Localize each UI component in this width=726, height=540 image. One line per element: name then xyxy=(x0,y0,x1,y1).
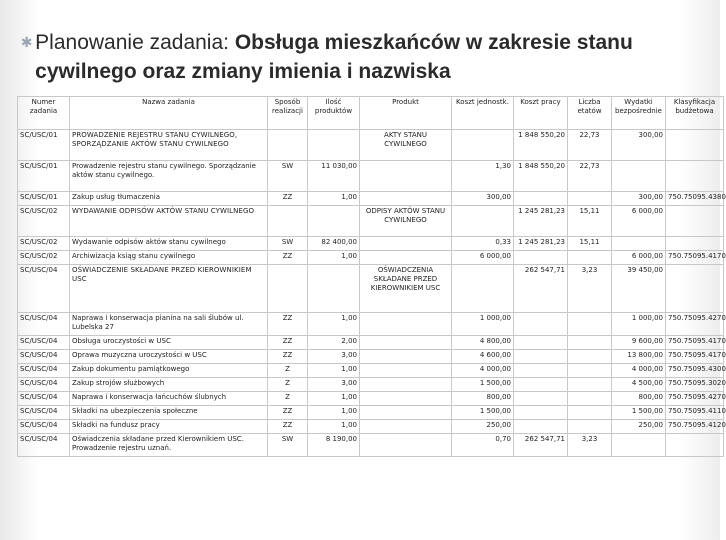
cell-wydatki: 800,00 xyxy=(612,392,666,406)
cell-sposob: SW xyxy=(268,237,308,251)
cell-produkt xyxy=(360,364,452,378)
cell-numer: SC/USC/04 xyxy=(18,350,70,364)
cell-ilosc: 1,00 xyxy=(308,392,360,406)
cell-nazwa: Zakup dokumentu pamiątkowego xyxy=(70,364,268,378)
table-row xyxy=(18,406,724,420)
header-wydatki: Wydatki bezpośrednie xyxy=(612,97,666,130)
cell-sposob: SW xyxy=(268,161,308,192)
cell-ilosc xyxy=(308,206,360,237)
cell-etaty: 22,73 xyxy=(568,161,612,192)
cell-koszt-jednostk: 1 500,00 xyxy=(452,406,514,420)
cell-sposob: ZZ xyxy=(268,313,308,336)
cell-klasyfikacja: 750.75095.4170 xyxy=(666,350,724,364)
table-row xyxy=(18,251,724,265)
table-row xyxy=(18,313,724,336)
cell-nazwa: Obsługa uroczystości w USC xyxy=(70,336,268,350)
cell-klasyfikacja: 750.75095.4170 xyxy=(666,251,724,265)
header-liczba-etatow: Liczba etatów xyxy=(568,97,612,130)
cell-ilosc: 82 400,00 xyxy=(308,237,360,251)
cell-numer: SC/USC/02 xyxy=(18,251,70,265)
header-produkt: Produkt xyxy=(360,97,452,130)
cell-numer: SC/USC/04 xyxy=(18,378,70,392)
cell-ilosc: 1,00 xyxy=(308,251,360,265)
cell-ilosc: 8 190,00 xyxy=(308,434,360,457)
cell-etaty xyxy=(568,350,612,364)
cell-koszt-pracy xyxy=(514,420,568,434)
table-row xyxy=(18,130,724,161)
cell-klasyfikacja xyxy=(666,206,724,237)
cell-produkt xyxy=(360,161,452,192)
cell-koszt-jednostk xyxy=(452,265,514,313)
header-ilosc: Ilość produktów xyxy=(308,97,360,130)
task-plan-table xyxy=(17,96,724,457)
cell-nazwa: WYDAWANIE ODPISÓW AKTÓW STANU CYWILNEGO xyxy=(70,206,268,237)
cell-koszt-jednostk: 6 000,00 xyxy=(452,251,514,265)
cell-sposob xyxy=(268,265,308,313)
table-header-row xyxy=(18,97,724,130)
cell-nazwa: Oprawa muzyczna uroczystości w USC xyxy=(70,350,268,364)
cell-ilosc: 3,00 xyxy=(308,350,360,364)
cell-etaty xyxy=(568,406,612,420)
table-row xyxy=(18,434,724,457)
cell-produkt xyxy=(360,378,452,392)
table-row xyxy=(18,392,724,406)
cell-koszt-jednostk: 4 800,00 xyxy=(452,336,514,350)
cell-koszt-pracy xyxy=(514,350,568,364)
cell-koszt-jednostk: 1 000,00 xyxy=(452,313,514,336)
cell-nazwa: Naprawa i konserwacja pianina na sali ślubów ul. Lubelska 27 xyxy=(70,313,268,336)
cell-wydatki: 13 800,00 xyxy=(612,350,666,364)
cell-produkt: AKTY STANU CYWILNEGO xyxy=(360,130,452,161)
cell-produkt xyxy=(360,251,452,265)
cell-numer: SC/USC/02 xyxy=(18,237,70,251)
cell-wydatki xyxy=(612,434,666,457)
cell-klasyfikacja xyxy=(666,434,724,457)
cell-produkt xyxy=(360,237,452,251)
title-text xyxy=(35,28,708,86)
cell-numer: SC/USC/01 xyxy=(18,130,70,161)
cell-koszt-jednostk: 1 500,00 xyxy=(452,378,514,392)
cell-sposob: SW xyxy=(268,434,308,457)
cell-klasyfikacja: 750.75095.4270 xyxy=(666,392,724,406)
cell-wydatki: 4 500,00 xyxy=(612,378,666,392)
cell-numer: SC/USC/04 xyxy=(18,420,70,434)
cell-etaty xyxy=(568,378,612,392)
cell-etaty: 3,23 xyxy=(568,434,612,457)
cell-nazwa: Zakup strojów służbowych xyxy=(70,378,268,392)
cell-wydatki: 4 000,00 xyxy=(612,364,666,378)
cell-wydatki xyxy=(612,237,666,251)
cell-ilosc: 1,00 xyxy=(308,420,360,434)
cell-koszt-pracy xyxy=(514,336,568,350)
cell-ilosc: 1,00 xyxy=(308,192,360,206)
bullet-star-icon: ✱ xyxy=(20,34,33,50)
cell-klasyfikacja: 750.75095.4120 xyxy=(666,420,724,434)
cell-klasyfikacja: 750.75095.4300 xyxy=(666,364,724,378)
cell-ilosc xyxy=(308,265,360,313)
table-row xyxy=(18,336,724,350)
cell-nazwa: Naprawa i konserwacja łańcuchów ślubnych xyxy=(70,392,268,406)
cell-koszt-pracy: 1 245 281,23 xyxy=(514,206,568,237)
cell-wydatki: 300,00 xyxy=(612,192,666,206)
cell-ilosc: 3,00 xyxy=(308,378,360,392)
cell-sposob: Z xyxy=(268,378,308,392)
cell-nazwa: Zakup usług tłumaczenia xyxy=(70,192,268,206)
cell-etaty: 22,73 xyxy=(568,130,612,161)
cell-sposob: ZZ xyxy=(268,251,308,265)
cell-wydatki: 300,00 xyxy=(612,130,666,161)
cell-koszt-pracy xyxy=(514,406,568,420)
cell-ilosc: 2,00 xyxy=(308,336,360,350)
cell-numer: SC/USC/04 xyxy=(18,364,70,378)
cell-koszt-jednostk: 0,33 xyxy=(452,237,514,251)
cell-etaty: 3,23 xyxy=(568,265,612,313)
cell-klasyfikacja: 750.75095.4110 xyxy=(666,406,724,420)
cell-koszt-jednostk: 1,30 xyxy=(452,161,514,192)
cell-produkt xyxy=(360,350,452,364)
cell-ilosc: 1,00 xyxy=(308,313,360,336)
cell-produkt: OŚWIADCZENIA SKŁADANE PRZED KIEROWNIKIEM USC xyxy=(360,265,452,313)
cell-koszt-jednostk: 300,00 xyxy=(452,192,514,206)
cell-koszt-pracy: 262 547,71 xyxy=(514,265,568,313)
header-koszt-jednostk: Koszt jednostk. xyxy=(452,97,514,130)
cell-wydatki: 250,00 xyxy=(612,420,666,434)
cell-produkt xyxy=(360,420,452,434)
cell-etaty xyxy=(568,336,612,350)
cell-koszt-pracy xyxy=(514,392,568,406)
cell-produkt xyxy=(360,434,452,457)
cell-sposob: ZZ xyxy=(268,192,308,206)
cell-nazwa: Wydawanie odpisów aktów stanu cywilnego xyxy=(70,237,268,251)
table-row xyxy=(18,350,724,364)
cell-etaty xyxy=(568,420,612,434)
cell-numer: SC/USC/02 xyxy=(18,206,70,237)
cell-koszt-pracy xyxy=(514,192,568,206)
table-row xyxy=(18,237,724,251)
cell-koszt-pracy: 262 547,71 xyxy=(514,434,568,457)
cell-ilosc: 1,00 xyxy=(308,364,360,378)
table-row xyxy=(18,420,724,434)
cell-nazwa: PROWADZENIE REJESTRU STANU CYWILNEGO, SPORZĄDZANIE AKTÓW STANU CYWILNEGO xyxy=(70,130,268,161)
cell-nazwa: Składki na ubezpieczenia społeczne xyxy=(70,406,268,420)
cell-koszt-pracy: 1 848 550,20 xyxy=(514,130,568,161)
header-klasyfikacja: Klasyfikacja budżetowa xyxy=(666,97,724,130)
cell-nazwa: Prowadzenie rejestru stanu cywilnego. Sporządzanie aktów stanu cywilnego. xyxy=(70,161,268,192)
cell-sposob: Z xyxy=(268,364,308,378)
cell-etaty: 15,11 xyxy=(568,237,612,251)
cell-etaty xyxy=(568,364,612,378)
cell-klasyfikacja: 750.75095.4170 xyxy=(666,336,724,350)
cell-etaty xyxy=(568,392,612,406)
cell-wydatki: 9 600,00 xyxy=(612,336,666,350)
cell-koszt-jednostk: 800,00 xyxy=(452,392,514,406)
cell-koszt-pracy xyxy=(514,378,568,392)
cell-koszt-jednostk: 4 600,00 xyxy=(452,350,514,364)
cell-klasyfikacja: 750.75095.3020 xyxy=(666,378,724,392)
cell-nazwa: Oświadczenia składane przed Kierownikiem USC. Prowadzenie rejestru uznań. xyxy=(70,434,268,457)
cell-wydatki: 6 000,00 xyxy=(612,206,666,237)
cell-wydatki: 1 000,00 xyxy=(612,313,666,336)
cell-koszt-pracy xyxy=(514,313,568,336)
table-row xyxy=(18,192,724,206)
cell-sposob: ZZ xyxy=(268,406,308,420)
cell-wydatki: 39 450,00 xyxy=(612,265,666,313)
cell-klasyfikacja: 750.75095.4270 xyxy=(666,313,724,336)
cell-sposob: ZZ xyxy=(268,336,308,350)
cell-numer: SC/USC/04 xyxy=(18,313,70,336)
cell-etaty: 15,11 xyxy=(568,206,612,237)
title-task-name: Obsługa mieszkańców w zakresie stanu cywilnego oraz zmiany imienia i nazwiska xyxy=(35,31,633,83)
title-prefix: Planowanie zadania: xyxy=(35,31,235,54)
table-row xyxy=(18,206,724,237)
cell-wydatki: 1 500,00 xyxy=(612,406,666,420)
cell-produkt xyxy=(360,336,452,350)
cell-numer: SC/USC/01 xyxy=(18,192,70,206)
table-row xyxy=(18,265,724,313)
cell-numer: SC/USC/01 xyxy=(18,161,70,192)
cell-produkt xyxy=(360,406,452,420)
header-sposob: Sposób realizacji xyxy=(268,97,308,130)
cell-sposob: Z xyxy=(268,392,308,406)
cell-koszt-pracy: 1 848 550,20 xyxy=(514,161,568,192)
cell-sposob: ZZ xyxy=(268,420,308,434)
cell-produkt xyxy=(360,392,452,406)
header-nazwa: Nazwa zadania xyxy=(70,97,268,130)
cell-sposob xyxy=(268,206,308,237)
cell-nazwa: Składki na fundusz pracy xyxy=(70,420,268,434)
cell-numer: SC/USC/04 xyxy=(18,336,70,350)
cell-produkt xyxy=(360,313,452,336)
cell-ilosc xyxy=(308,130,360,161)
cell-nazwa: Archiwizacja ksiąg stanu cywilnego xyxy=(70,251,268,265)
cell-etaty xyxy=(568,192,612,206)
cell-koszt-jednostk: 0,70 xyxy=(452,434,514,457)
cell-etaty xyxy=(568,313,612,336)
table-row xyxy=(18,161,724,192)
cell-numer: SC/USC/04 xyxy=(18,392,70,406)
cell-numer: SC/USC/04 xyxy=(18,434,70,457)
cell-klasyfikacja xyxy=(666,130,724,161)
cell-koszt-jednostk: 250,00 xyxy=(452,420,514,434)
cell-ilosc: 1,00 xyxy=(308,406,360,420)
header-koszt-pracy: Koszt pracy xyxy=(514,97,568,130)
cell-koszt-jednostk xyxy=(452,130,514,161)
cell-numer: SC/USC/04 xyxy=(18,406,70,420)
slide-title xyxy=(18,28,708,86)
cell-koszt-pracy xyxy=(514,251,568,265)
cell-sposob xyxy=(268,130,308,161)
cell-koszt-jednostk xyxy=(452,206,514,237)
table-row xyxy=(18,378,724,392)
cell-ilosc: 11 030,00 xyxy=(308,161,360,192)
cell-koszt-pracy: 1 245 281,23 xyxy=(514,237,568,251)
cell-produkt: ODPISY AKTÓW STANU CYWILNEGO xyxy=(360,206,452,237)
cell-etaty xyxy=(568,251,612,265)
cell-wydatki: 6 000,00 xyxy=(612,251,666,265)
cell-wydatki xyxy=(612,161,666,192)
cell-nazwa: OŚWIADCZENIE SKŁADANE PRZED KIEROWNIKIEM USC xyxy=(70,265,268,313)
cell-klasyfikacja: 750.75095.4380 xyxy=(666,192,724,206)
cell-sposob: ZZ xyxy=(268,350,308,364)
cell-numer: SC/USC/04 xyxy=(18,265,70,313)
cell-koszt-jednostk: 4 000,00 xyxy=(452,364,514,378)
table-row xyxy=(18,364,724,378)
header-numer: Numer zadania xyxy=(18,97,70,130)
cell-produkt xyxy=(360,192,452,206)
cell-koszt-pracy xyxy=(514,364,568,378)
cell-klasyfikacja xyxy=(666,265,724,313)
cell-klasyfikacja xyxy=(666,161,724,192)
cell-klasyfikacja xyxy=(666,237,724,251)
